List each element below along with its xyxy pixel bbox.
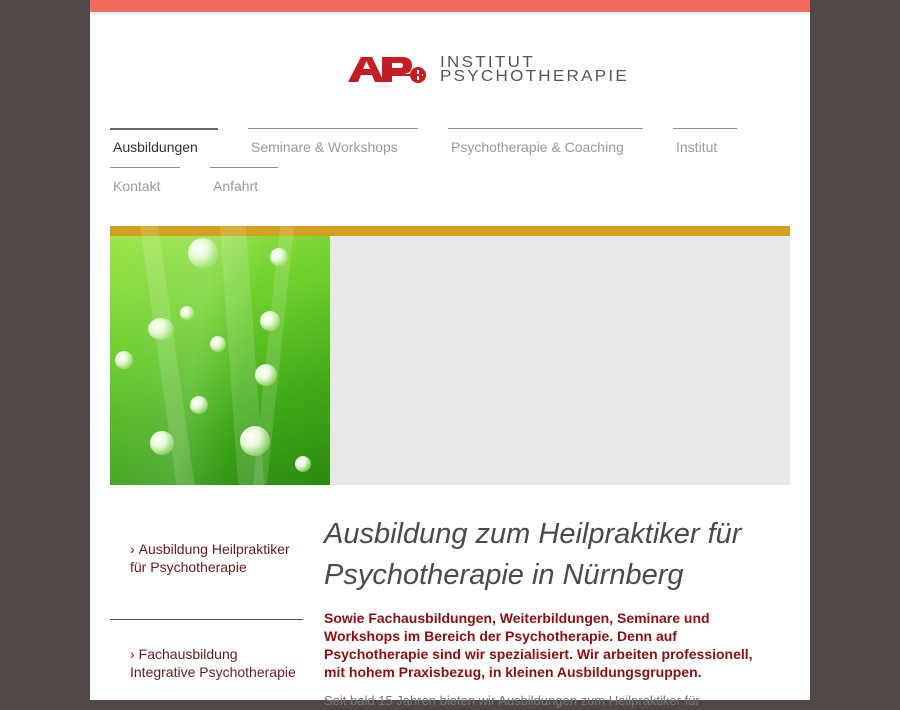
nav-item-kontakt[interactable] (110, 167, 180, 203)
logo-text-institut: INSTITUT (440, 53, 535, 71)
nav-label: Psychotherapie & Coaching (451, 139, 624, 155)
nav-item-anfahrt[interactable] (210, 167, 278, 203)
logo-text-psychotherapie: PSYCHOTHERAPIE (440, 67, 630, 85)
nav-label: Kontakt (113, 178, 161, 194)
body-text: Seit bald 15 Jahren bieten wir Ausbildungen zum Heilpraktiker für (324, 693, 700, 708)
banner-panel (330, 236, 790, 485)
chevron-right-icon: › (130, 541, 135, 557)
banner-gold-bar (110, 226, 790, 236)
nav-item-seminare-workshops[interactable] (248, 128, 418, 164)
nav-label: Anfahrt (213, 178, 259, 194)
site-logo[interactable] (348, 54, 793, 86)
nav-label: Institut (676, 139, 718, 155)
chevron-right-icon: › (130, 646, 135, 662)
page (90, 0, 810, 708)
page-title: Ausbildung zum Heilpraktiker für Psychotherapie in Nürnberg (324, 518, 742, 591)
ap-logo-mark (348, 54, 434, 84)
sidebar-link-heilpraktiker[interactable] (110, 540, 303, 576)
sidebar-divider (110, 619, 303, 620)
banner-image-grass-drops (110, 236, 330, 485)
top-accent-bar (90, 0, 810, 12)
sidebar-link-label: Ausbildung Heilpraktiker für Psychotherapie (130, 541, 290, 575)
top-divider (90, 12, 810, 14)
sidebar-link-label: Fachausbildung Integrative Psychotherapie (130, 646, 296, 680)
nav-label: Ausbildungen (113, 139, 198, 155)
nav-item-psychotherapie-coaching[interactable] (448, 128, 643, 164)
intro-text: Sowie Fachausbildungen, Weiterbildungen, Seminare und Workshops im Bereich der Psychotherapie. Denn auf Psychotherapie sind wir spezialisiert. Wir arbeiten professionell, mit hohem Praxisbezug, in kleinen Ausbildungsgruppen. (324, 610, 753, 680)
nav-item-ausbildungen[interactable] (110, 128, 218, 164)
nav-item-institut[interactable] (673, 128, 737, 164)
nav-label: Seminare & Workshops (251, 139, 398, 155)
sidebar-link-fachausbildung[interactable] (110, 645, 303, 681)
